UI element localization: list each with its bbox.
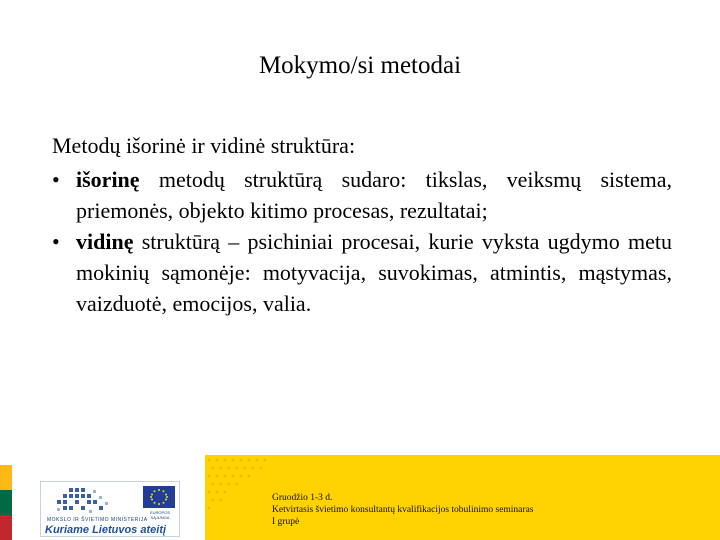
slide-footer (0, 455, 720, 540)
bullet-dot-icon: • (52, 229, 60, 254)
bullet-item-external (52, 164, 672, 226)
eu-flag-icon (143, 486, 175, 508)
footer-group: I grupė (272, 517, 300, 527)
slide-content (52, 130, 672, 319)
eu-caption: EUROPOS SĄJUNGA (149, 510, 170, 520)
flag-stripe-yellow (0, 465, 12, 490)
bullet-text: struktūrą – psichiniai procesai, kurie vyksta ugdymo metu mokinių sąmonėje: motyvacija, suvokimas, atmintis, mąstymas, vaizduotė, emocijos, valia. (76, 229, 672, 316)
bullet-dot-icon: • (52, 167, 60, 192)
footer-seminar: Ketvirtasis švietimo konsultantų kvalifikacijos tobulinimo seminaras (272, 505, 534, 515)
flag-stripe-red (0, 515, 12, 540)
bullet-bold-term: vidinę (76, 229, 134, 254)
ministry-logo-icon (49, 486, 119, 516)
logo-tagline: Kuriame Lietuvos ateitį (45, 524, 167, 536)
footer-caption (272, 492, 533, 528)
bullet-bold-term: išorinę (76, 167, 140, 192)
ministry-caption: MOKSLO IR ŠVIETIMO MINISTERIJA (47, 517, 148, 523)
bullet-item-internal (52, 226, 672, 319)
content-heading: Metodų išorinė ir vidinė struktūra: (52, 133, 356, 158)
lithuanian-flag-stripes-icon (0, 465, 12, 540)
flag-stripe-green (0, 490, 12, 515)
dotted-pattern-icon (205, 455, 275, 540)
footer-date: Gruodžio 1-3 d. (272, 493, 333, 503)
slide-title: Mokymo/si metodai (258, 52, 462, 79)
sponsor-logos (40, 481, 180, 537)
bullet-text: metodų struktūrą sudaro: tikslas, veiksmų sistema, priemonės, objekto kitimo procesas, rezultatai; (76, 167, 672, 223)
